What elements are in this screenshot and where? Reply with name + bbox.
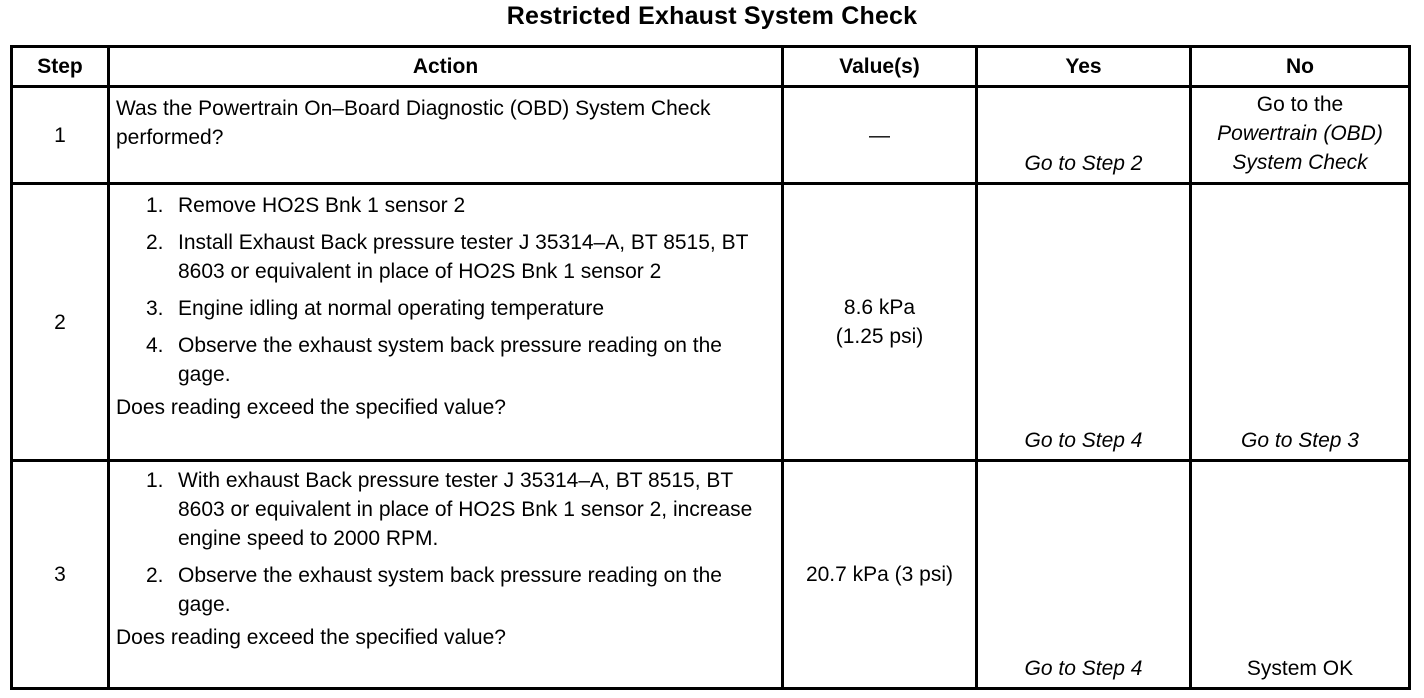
no-line-1: Go to the — [1256, 92, 1344, 116]
action-list-item: 2. Install Exhaust Back pressure tester J 35314–A, BT 8515, BT 8603 or equivalent in place of HO2S Bnk 1 sensor 2 — [146, 231, 749, 283]
value-cell: 20.7 kPa (3 psi) — [783, 461, 977, 689]
header-values: Value(s) — [783, 47, 977, 87]
action-cell — [109, 461, 783, 689]
header-step: Step — [12, 47, 109, 87]
action-list-item: 2. Observe the exhaust system back pressure reading on the gage. — [146, 564, 722, 616]
yes-cell: Go to Step 4 — [977, 184, 1191, 461]
table-row — [12, 184, 1410, 461]
action-question: Does reading exceed the specified value? — [116, 626, 506, 649]
action-list-item: 3. Engine idling at normal operating temperature — [146, 297, 605, 320]
action-list-item: 1. With exhaust Back pressure tester J 35314–A, BT 8515, BT 8603 or equivalent in place of HO2S Bnk 1 sensor 2, increase engine speed to 2000 RPM. — [146, 469, 753, 550]
action-cell — [109, 184, 783, 461]
step-number: 2 — [12, 184, 109, 461]
action-list-item: 1. Remove HO2S Bnk 1 sensor 2 — [146, 194, 466, 217]
page-title: Restricted Exhaust System Check — [506, 2, 918, 30]
table-row — [12, 461, 1410, 689]
step-number: 1 — [12, 87, 109, 184]
header-no: No — [1191, 47, 1410, 87]
action-list — [116, 187, 777, 389]
diagnostic-table — [10, 45, 1411, 690]
table-header-row — [12, 47, 1410, 87]
header-yes: Yes — [977, 47, 1191, 87]
action-list — [116, 464, 777, 619]
header-action: Action — [109, 47, 783, 87]
no-cell — [1191, 87, 1410, 184]
table-row — [12, 87, 1410, 184]
yes-cell: Go to Step 2 — [977, 87, 1191, 184]
step-number: 3 — [12, 461, 109, 689]
action-question: Does reading exceed the specified value? — [116, 396, 506, 419]
value-cell: — — [783, 87, 977, 184]
value-cell — [783, 184, 977, 461]
value-line-1: 8.6 kPa — [843, 296, 916, 319]
action-cell — [109, 87, 783, 184]
action-question: Was the Powertrain On–Board Diagnostic (OBD) System Check performed? — [116, 97, 711, 149]
no-cell: System OK — [1191, 461, 1410, 689]
no-cell: Go to Step 3 — [1191, 184, 1410, 461]
no-line-2: Powertrain (OBD) System Check — [1217, 121, 1383, 174]
value-line-2: (1.25 psi) — [835, 325, 924, 348]
action-list-item: 4. Observe the exhaust system back pressure reading on the gage. — [146, 334, 722, 386]
yes-cell: Go to Step 4 — [977, 461, 1191, 689]
